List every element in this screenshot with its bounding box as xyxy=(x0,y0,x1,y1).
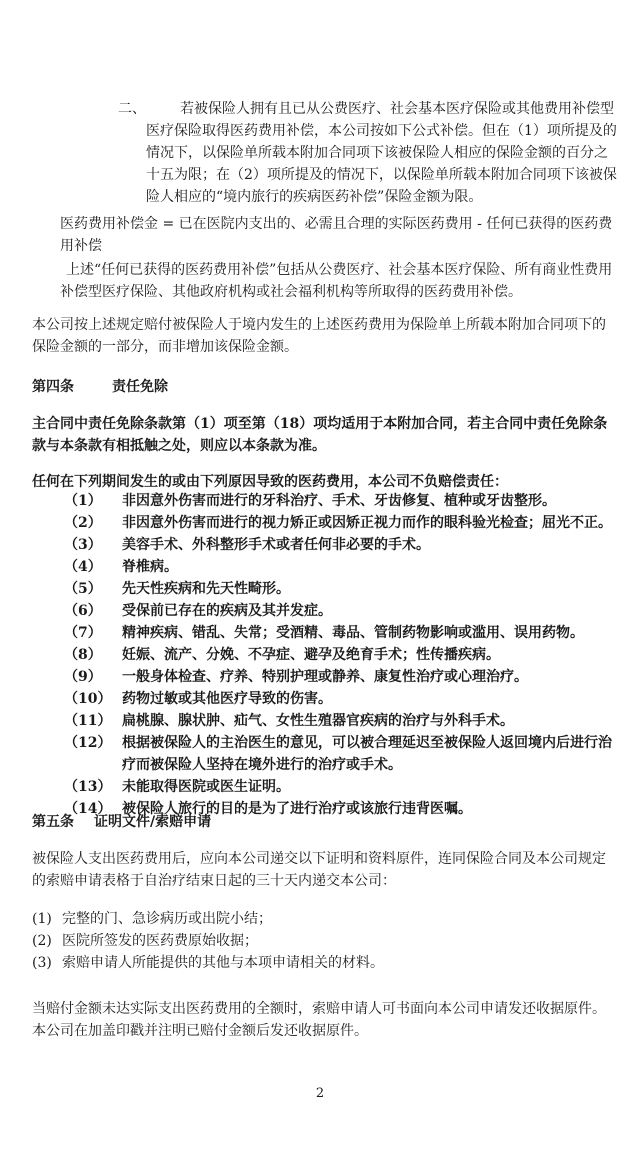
list-item-number: （4） xyxy=(64,559,102,575)
list-item xyxy=(32,666,612,688)
list-item-text: 一般身体检查、疗养、特别护理或静养、康复性治疗或心理治疗。 xyxy=(122,669,528,685)
list-item xyxy=(32,732,612,776)
list-item-text: 妊娠、流产、分娩、不孕症、避孕及绝育手术；性传播疾病。 xyxy=(122,647,500,663)
article-five-number: 第五条 xyxy=(32,814,74,830)
article-five-title: 证明文件/索赔申请 xyxy=(94,814,212,830)
list-item-text: 脊椎病。 xyxy=(122,559,178,575)
list-item xyxy=(32,908,612,930)
list-item-text: 完整的门、急诊病历或出院小结； xyxy=(62,911,272,927)
insured-amount-paragraph: 本公司按上述规定赔付被保险人于境内发生的上述医药费用为保险单上所载本附加合同项下的保险金额的一部分，而非增加该保险金额。 xyxy=(32,317,606,355)
list-item xyxy=(32,534,612,556)
documents-list xyxy=(32,908,612,974)
list-item xyxy=(32,688,612,710)
list-item-text: 非因意外伤害而进行的牙科治疗、手术、牙齿修复、植种或牙齿整形。 xyxy=(122,493,556,509)
list-item xyxy=(32,776,612,798)
list-item xyxy=(32,644,612,666)
exclusion-intro: 任何在下列期间发生的或由下列原因导致的医药费用，本公司不负赔偿责任： xyxy=(32,474,508,490)
list-item xyxy=(32,930,612,952)
list-item xyxy=(32,578,612,600)
list-item-text: 美容手术、外科整形手术或者任何非必要的手术。 xyxy=(122,537,430,553)
list-item-text: 根据被保险人的主治医生的意见，可以被合理延迟至被保险人返回境内后进行治疗而被保险人坚持在境外进行的治疗或手术。 xyxy=(122,735,612,773)
list-item xyxy=(32,622,612,644)
list-item-number: (1) xyxy=(32,911,52,927)
page-number: 2 xyxy=(315,1086,325,1101)
list-item xyxy=(32,952,612,974)
list-item-number: （14） xyxy=(64,801,112,817)
list-item-number: （9） xyxy=(64,669,102,685)
list-item-number: (2) xyxy=(32,933,52,949)
list-item-text: 受保前已存在的疾病及其并发症。 xyxy=(122,603,332,619)
list-item-text: 扁桃腺、腺状肿、疝气、女性生殖器官疾病的治疗与外科手术。 xyxy=(122,713,514,729)
list-item-text: 先天性疾病和先天性畸形。 xyxy=(122,581,290,597)
list-item-number: （8） xyxy=(64,647,102,663)
article-four-number: 第四条 xyxy=(32,379,74,395)
main-contract-exclusion-paragraph: 主合同中责任免除条款第（1）项至第（18）项均适用于本附加合同，若主合同中责任免除条款与本条款有相抵触之处，则应以本条款为准。 xyxy=(32,416,608,454)
claim-paragraph: 被保险人支出医药费用后，应向本公司递交以下证明和资料原件，连同保险合同及本公司规定的索赔申请表格于自治疗结束日起的三十天内递交本公司： xyxy=(32,851,606,889)
list-item-number: （12） xyxy=(64,735,112,751)
clause-two xyxy=(118,98,618,208)
article-four-heading xyxy=(32,376,612,398)
receipt-paragraph: 当赔付金额未达实际支出医药费用的全额时，索赔申请人可书面向本公司申请发还收据原件。本公司在加盖印戳并注明已赔付金额后发还收据原件。 xyxy=(32,1001,606,1039)
list-item-number: （5） xyxy=(64,581,102,597)
list-item-number: （10） xyxy=(64,691,112,707)
list-item-text: 非因意外伤害而进行的视力矫正或因矫正视力而作的眼科验光检查；屈光不正。 xyxy=(122,515,612,531)
list-item-number: (3) xyxy=(32,955,52,971)
list-item xyxy=(32,556,612,578)
list-item-number: （2） xyxy=(64,515,102,531)
list-item-text: 精神疾病、错乱、失常；受酒精、毒品、管制药物影响或滥用、误用药物。 xyxy=(122,625,584,641)
list-item-text: 医院所签发的医药费原始收据； xyxy=(62,933,258,949)
clause-two-number: 二、 xyxy=(118,101,146,117)
list-item xyxy=(32,512,612,534)
list-item xyxy=(32,490,612,512)
list-item-number: （11） xyxy=(64,713,112,729)
list-item-number: （3） xyxy=(64,537,102,553)
list-item-number: （6） xyxy=(64,603,102,619)
list-item-text: 药物过敏或其他医疗导致的伤害。 xyxy=(122,691,332,707)
formula-note: 上述“任何已获得的医药费用补偿”包括从公费医疗、社会基本医疗保险、所有商业性费用补偿型医疗保险、其他政府机构或社会福利机构等所取得的医药费用补偿。 xyxy=(60,262,613,300)
compensation-formula: 医药费用补偿金 = 已在医院内支出的、必需且合理的实际医药费用 - 任何已获得的医药费用补偿 xyxy=(60,216,613,254)
list-item-number: （1） xyxy=(64,493,102,509)
exclusion-list xyxy=(32,490,612,820)
list-item xyxy=(32,600,612,622)
list-item-number: （7） xyxy=(64,625,102,641)
list-item-text: 未能取得医院或医生证明。 xyxy=(122,779,290,795)
list-item-number: （13） xyxy=(64,779,112,795)
clause-two-text: 若被保险人拥有且已从公费医疗、社会基本医疗保险或其他费用补偿型医疗保险取得医药费用补偿，本公司按如下公式补偿。但在（1）项所提及的情况下，以保险单所载本附加合同项下该被保险人相应的保险金额的百分之十五为限；在（2）项所提及的情况下，以保险单所载本附加合同项下该被保险人相应的“境内旅行的疾病医药补偿”保险金额为限。 xyxy=(146,101,617,205)
list-item-text: 索赔申请人所能提供的其他与本项申请相关的材料。 xyxy=(62,955,384,971)
article-five-heading xyxy=(32,811,612,833)
list-item-text: 被保险人旅行的目的是为了进行治疗或该旅行违背医嘱。 xyxy=(122,801,472,817)
article-four-title: 责任免除 xyxy=(112,379,168,395)
list-item xyxy=(32,710,612,732)
